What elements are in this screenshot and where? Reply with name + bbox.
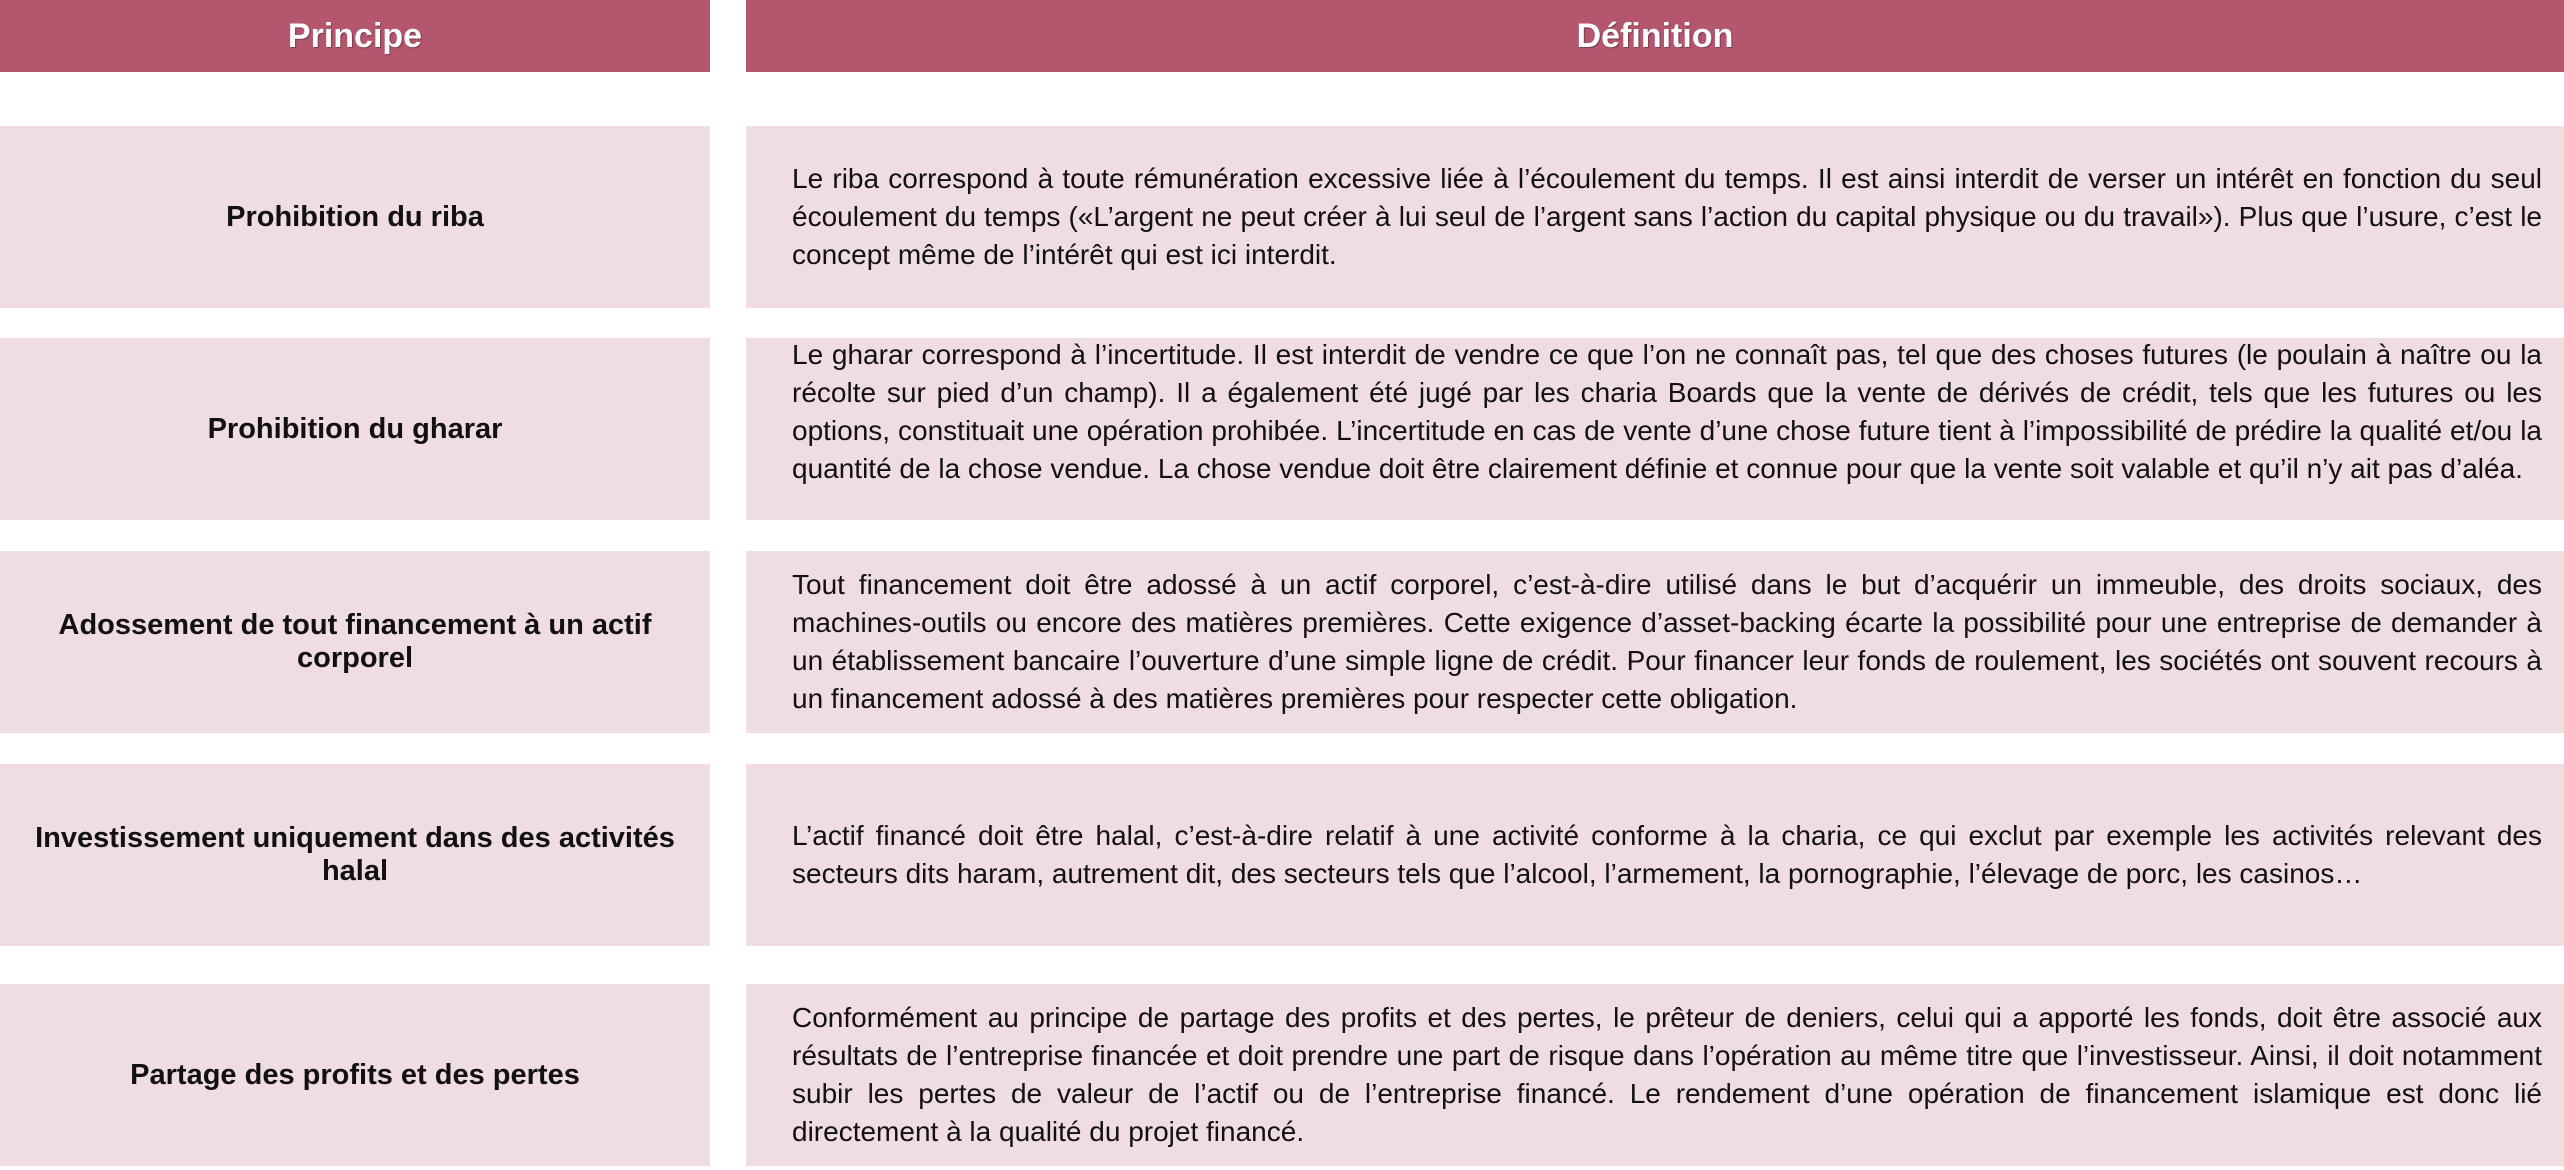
principe-cell-gharar [0, 338, 710, 520]
column-header-definition: Définition [746, 0, 2564, 72]
definition-text: Conformément au principe de partage des profits et des pertes, le prêteur de deniers, celui qui a apporté les fonds, doit être associé aux résultats de l’entreprise financée et doit prendre une part de risque dans l’opération au même titre que l’investisseur. Ainsi, il doit notamment subir les pertes de valeur de l’actif ou de l’entreprise financé. Le rendement d’une opération de financement islamique est donc lié directement à la qualité du projet financé. [792, 1002, 2542, 1147]
column-header-principe: Principe [0, 0, 710, 72]
principe-label: Adossement de tout financement à un actif corporel [58, 609, 652, 674]
principe-cell-riba [0, 126, 710, 308]
principe-cell-actif-corporel [0, 551, 710, 733]
principe-label: Prohibition du riba [226, 200, 484, 233]
principe-cell-partage [0, 984, 710, 1166]
principe-label: Prohibition du gharar [207, 412, 503, 445]
definition-cell-halal [746, 764, 2564, 946]
definition-cell-partage [746, 984, 2564, 1166]
principe-label: Partage des profits et des pertes [130, 1058, 580, 1091]
definition-text: Le gharar correspond à l’incertitude. Il est interdit de vendre ce que l’on ne connaît pas, tel que des choses futures (le poulain à naître ou la récolte sur pied d’un champ). Il a également été jugé par les charia Boards que la vente de dérivés de crédit, tels que les futures ou les options, constituait une opération prohibée. L’incertitude en cas de vente d’une chose future tient à l’impossibilité de prédire la qualité et/ou la quantité de la chose vendue. La chose vendue doit être clairement définie et connue pour que la vente soit valable et qu’il n’y ait pas d’aléa. [792, 339, 2542, 484]
principe-cell-halal [0, 764, 710, 946]
definition-cell-riba [746, 126, 2564, 308]
principe-label: Investissement uniquement dans des activités halal [35, 822, 675, 887]
definition-text: Le riba correspond à toute rémunération excessive liée à l’écoulement du temps. Il est ainsi interdit de verser un intérêt en fonction du seul écoulement du temps («L’argent ne peut créer à lui seul de l’argent sans l’action du capital physique ou du travail»). Plus que l’usure, c’est le concept même de l’intérêt qui est ici interdit. [792, 163, 2542, 270]
definition-text: Tout financement doit être adossé à un actif corporel, c’est-à-dire utilisé dans le but d’acquérir un immeuble, des droits sociaux, des machines-outils ou encore des matières premières. Cette exigence d’asset-backing écarte la possibilité pour une entreprise de demander à un établissement bancaire l’ouverture d’une simple ligne de crédit. Pour financer leur fonds de roulement, les sociétés ont souvent recours à un financement adossé à des matières premières pour respecter cette obligation. [792, 569, 2542, 714]
definition-cell-gharar [746, 338, 2564, 520]
definition-cell-actif-corporel [746, 551, 2564, 733]
definition-text: L’actif financé doit être halal, c’est-à-dire relatif à une activité conforme à la charia, ce qui exclut par exemple les activités relevant des secteurs dits haram, autrement dit, des secteurs tels que l’alcool, l’armement, la pornographie, l’élevage de porc, les casinos… [792, 820, 2542, 889]
